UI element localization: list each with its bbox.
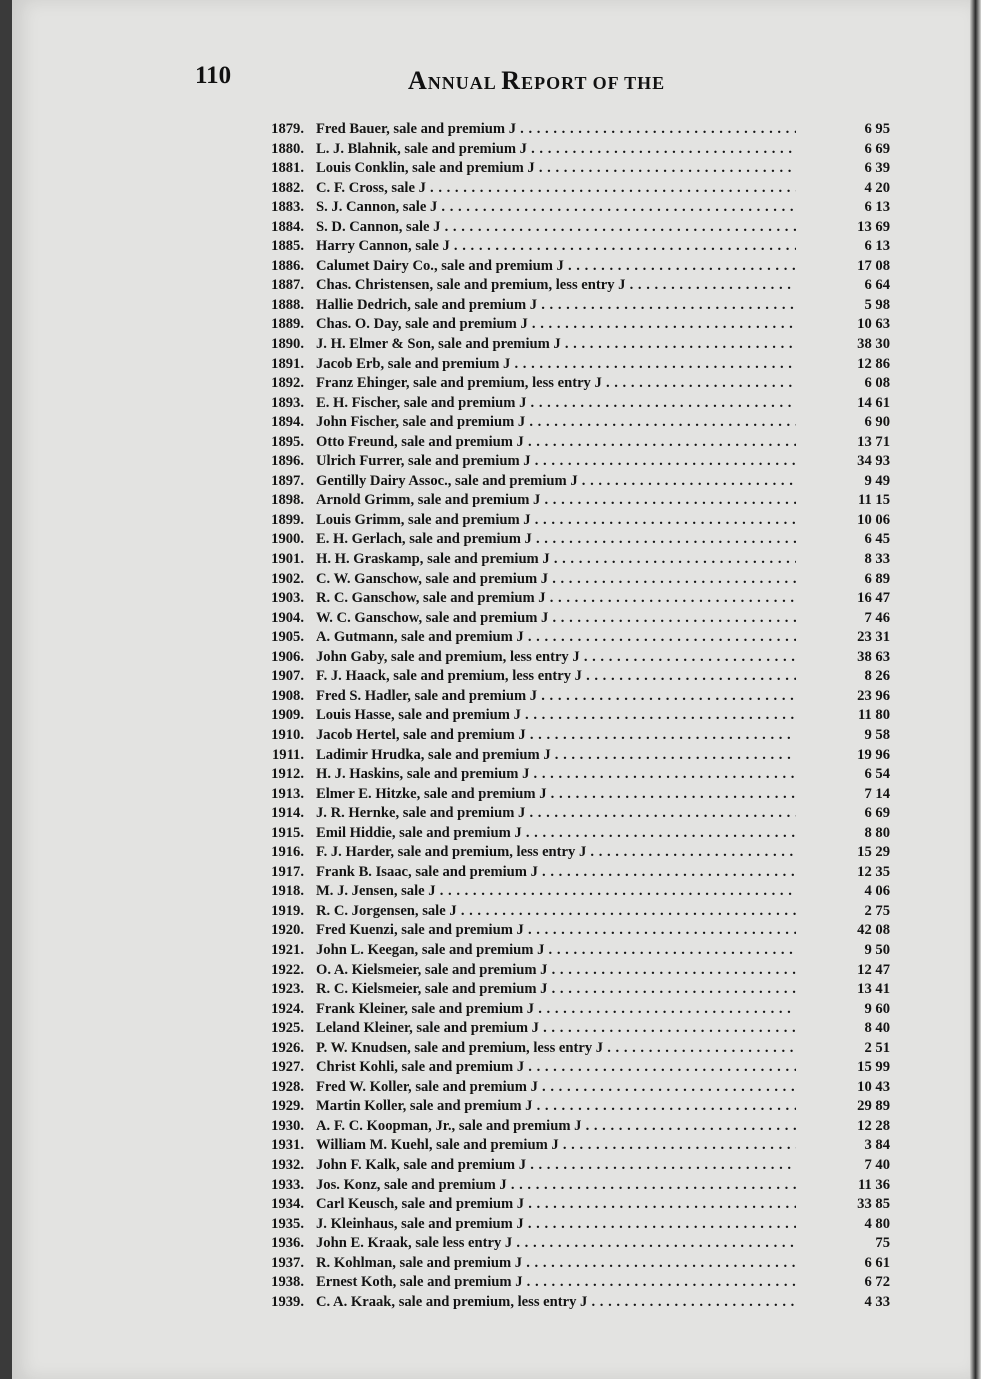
ledger-row xyxy=(244,648,904,668)
entry-amount: 23 31 xyxy=(857,629,890,646)
ledger-row xyxy=(244,980,904,1000)
entry-description: John L. Keegan, sale and premium J . . . xyxy=(316,941,796,961)
entry-number: 1883. xyxy=(271,199,304,216)
running-head-text-b: EPORT OF THE xyxy=(521,73,666,93)
entry-amount: 3 84 xyxy=(864,1137,890,1154)
entry-description: A. Gutmann, sale and premium J . . . xyxy=(316,628,796,648)
entry-description: E. H. Fischer, sale and premium J . . . xyxy=(316,394,796,414)
entry-description: John E. Kraak, sale less entry J . . . xyxy=(316,1234,796,1254)
entry-amount: 9 60 xyxy=(864,1000,890,1017)
entry-amount: 23 96 xyxy=(857,687,890,704)
ledger-row xyxy=(244,550,904,570)
entry-number: 1907. xyxy=(271,668,304,685)
ledger-row xyxy=(244,1019,904,1039)
entry-amount: 4 06 xyxy=(864,883,890,900)
ledger-row xyxy=(244,804,904,824)
entry-number: 1930. xyxy=(271,1117,304,1134)
entry-amount: 8 26 xyxy=(864,668,890,685)
entry-amount: 10 06 xyxy=(857,511,890,528)
ledger-row xyxy=(244,218,904,238)
entry-number: 1931. xyxy=(271,1137,304,1154)
entry-amount: 6 72 xyxy=(864,1274,890,1291)
ledger-row xyxy=(244,1058,904,1078)
entry-number: 1938. xyxy=(271,1274,304,1291)
entry-description: Calumet Dairy Co., sale and premium J . . . xyxy=(316,257,796,277)
entry-description: H. J. Haskins, sale and premium J . . . xyxy=(316,765,796,785)
entry-number: 1906. xyxy=(271,648,304,665)
ledger-row xyxy=(244,1078,904,1098)
ledger-row xyxy=(244,296,904,316)
ledger-row xyxy=(244,706,904,726)
entry-amount: 10 43 xyxy=(857,1078,890,1095)
entry-number: 1882. xyxy=(271,179,304,196)
entry-amount: 6 89 xyxy=(864,570,890,587)
entry-amount: 10 63 xyxy=(857,316,890,333)
entry-description: Jacob Erb, sale and premium J . . . xyxy=(316,355,796,375)
entry-description: H. H. Graskamp, sale and premium J . . . xyxy=(316,550,796,570)
entry-number: 1898. xyxy=(271,492,304,509)
ledger-row xyxy=(244,570,904,590)
entry-amount: 7 46 xyxy=(864,609,890,626)
entry-description: Chas. Christensen, sale and premium, less entry J . . . xyxy=(316,276,796,296)
ledger-row xyxy=(244,941,904,961)
entry-description: Franz Ehinger, sale and premium, less entry J . . . xyxy=(316,374,796,394)
entry-number: 1924. xyxy=(271,1000,304,1017)
entry-description: Arnold Grimm, sale and premium J . . . xyxy=(316,491,796,511)
entry-number: 1913. xyxy=(271,785,304,802)
ledger-row xyxy=(244,491,904,511)
running-head-initial-r: R xyxy=(501,66,522,95)
entry-description: O. A. Kielsmeier, sale and premium J . . . xyxy=(316,961,796,981)
ledger-row xyxy=(244,1039,904,1059)
entry-description: Jacob Hertel, sale and premium J . . . xyxy=(316,726,796,746)
entry-amount: 6 54 xyxy=(864,766,890,783)
ledger-row xyxy=(244,609,904,629)
entry-description: J. H. Elmer & Son, sale and premium J . . . xyxy=(316,335,796,355)
running-head-text-a: NNUAL xyxy=(427,73,502,93)
entry-amount: 6 61 xyxy=(864,1254,890,1271)
ledger-list xyxy=(244,120,904,1312)
running-head-initial-a: A xyxy=(408,66,428,95)
entry-amount: 6 64 xyxy=(864,277,890,294)
ledger-row xyxy=(244,961,904,981)
entry-number: 1900. xyxy=(271,531,304,548)
ledger-row xyxy=(244,882,904,902)
ledger-row xyxy=(244,120,904,140)
entry-description: Frank B. Isaac, sale and premium J . . . xyxy=(316,863,796,883)
ledger-row xyxy=(244,1293,904,1313)
ledger-row xyxy=(244,257,904,277)
entry-number: 1916. xyxy=(271,844,304,861)
entry-number: 1933. xyxy=(271,1176,304,1193)
entry-description: John F. Kalk, sale and premium J . . . xyxy=(316,1156,796,1176)
entry-amount: 7 14 xyxy=(864,785,890,802)
entry-description: C. A. Kraak, sale and premium, less entry J . . . xyxy=(316,1293,796,1313)
entry-amount: 4 80 xyxy=(864,1215,890,1232)
entry-number: 1937. xyxy=(271,1254,304,1271)
ledger-row xyxy=(244,159,904,179)
ledger-row xyxy=(244,902,904,922)
entry-description: P. W. Knudsen, sale and premium, less entry J . . . xyxy=(316,1039,796,1059)
ledger-row xyxy=(244,785,904,805)
entry-description: Louis Grimm, sale and premium J . . . xyxy=(316,511,796,531)
entry-number: 1899. xyxy=(271,511,304,528)
entry-description: William M. Kuehl, sale and premium J . . . xyxy=(316,1136,796,1156)
ledger-row xyxy=(244,433,904,453)
ledger-row xyxy=(244,628,904,648)
ledger-row xyxy=(244,589,904,609)
ledger-row xyxy=(244,413,904,433)
entry-number: 1884. xyxy=(271,218,304,235)
entry-description: John Gaby, sale and premium, less entry J . . . xyxy=(316,648,796,668)
entry-number: 1936. xyxy=(271,1235,304,1252)
entry-number: 1934. xyxy=(271,1196,304,1213)
entry-amount: 38 30 xyxy=(857,336,890,353)
entry-description: W. C. Ganschow, sale and premium J . . . xyxy=(316,609,796,629)
entry-amount: 38 63 xyxy=(857,648,890,665)
entry-amount: 75 xyxy=(875,1235,890,1252)
ledger-row xyxy=(244,1000,904,1020)
entry-amount: 4 20 xyxy=(864,179,890,196)
entry-amount: 15 29 xyxy=(857,844,890,861)
entry-amount: 33 85 xyxy=(857,1196,890,1213)
entry-number: 1920. xyxy=(271,922,304,939)
ledger-row xyxy=(244,765,904,785)
entry-number: 1888. xyxy=(271,296,304,313)
entry-description: Ernest Koth, sale and premium J . . . xyxy=(316,1273,796,1293)
entry-amount: 16 47 xyxy=(857,590,890,607)
entry-amount: 6 95 xyxy=(864,121,890,137)
entry-amount: 4 33 xyxy=(864,1293,890,1310)
entry-number: 1893. xyxy=(271,394,304,411)
entry-description: Fred W. Koller, sale and premium J . . . xyxy=(316,1078,796,1098)
entry-number: 1880. xyxy=(271,140,304,157)
entry-number: 1908. xyxy=(271,687,304,704)
entry-amount: 2 51 xyxy=(864,1039,890,1056)
entry-amount: 17 08 xyxy=(857,257,890,274)
ledger-row xyxy=(244,237,904,257)
entry-number: 1911. xyxy=(271,746,304,763)
entry-amount: 6 69 xyxy=(864,805,890,822)
ledger-row xyxy=(244,1117,904,1137)
entry-number: 1891. xyxy=(271,355,304,372)
page-edge xyxy=(970,0,981,1379)
ledger-row xyxy=(244,452,904,472)
entry-number: 1925. xyxy=(271,1020,304,1037)
entry-number: 1918. xyxy=(271,883,304,900)
entry-number: 1914. xyxy=(271,805,304,822)
entry-description: Elmer E. Hitzke, sale and premium J . . . xyxy=(316,785,796,805)
entry-amount: 29 89 xyxy=(857,1098,890,1115)
ledger-row xyxy=(244,1097,904,1117)
entry-number: 1915. xyxy=(271,824,304,841)
entry-amount: 11 36 xyxy=(857,1176,890,1193)
entry-number: 1919. xyxy=(271,902,304,919)
entry-description: Fred S. Hadler, sale and premium J . . . xyxy=(316,687,796,707)
entry-amount: 6 69 xyxy=(864,140,890,157)
entry-description: Harry Cannon, sale J . . . xyxy=(316,237,796,257)
entry-number: 1895. xyxy=(271,433,304,450)
entry-description: S. J. Cannon, sale J . . . xyxy=(316,198,796,218)
entry-description: Emil Hiddie, sale and premium J . . . xyxy=(316,824,796,844)
entry-description: R. C. Ganschow, sale and premium J . . . xyxy=(316,589,796,609)
ledger-row xyxy=(244,1273,904,1293)
ledger-row xyxy=(244,530,904,550)
entry-amount: 8 80 xyxy=(864,824,890,841)
ledger-row xyxy=(244,198,904,218)
entry-number: 1922. xyxy=(271,961,304,978)
entry-amount: 34 93 xyxy=(857,453,890,470)
ledger-row xyxy=(244,1156,904,1176)
entry-description: Carl Keusch, sale and premium J . . . xyxy=(316,1195,796,1215)
entry-amount: 19 96 xyxy=(857,746,890,763)
entry-number: 1886. xyxy=(271,257,304,274)
entry-description: M. J. Jensen, sale J . . . xyxy=(316,882,796,902)
entry-description: F. J. Haack, sale and premium, less entry J . . . xyxy=(316,667,796,687)
entry-number: 1892. xyxy=(271,375,304,392)
entry-amount: 8 40 xyxy=(864,1020,890,1037)
entry-amount: 6 90 xyxy=(864,414,890,431)
entry-description: Frank Kleiner, sale and premium J . . . xyxy=(316,1000,796,1020)
entry-description: John Fischer, sale and premium J . . . xyxy=(316,413,796,433)
entry-amount: 6 13 xyxy=(864,199,890,216)
entry-amount: 9 49 xyxy=(864,472,890,489)
ledger-row xyxy=(244,472,904,492)
ledger-row xyxy=(244,511,904,531)
entry-description: Fred Kuenzi, sale and premium J . . . xyxy=(316,921,796,941)
ledger-row xyxy=(244,179,904,199)
entry-number: 1905. xyxy=(271,629,304,646)
entry-number: 1889. xyxy=(271,316,304,333)
ledger-row xyxy=(244,687,904,707)
entry-description: Louis Conklin, sale and premium J . . . xyxy=(316,159,796,179)
entry-number: 1909. xyxy=(271,707,304,724)
entry-description: Christ Kohli, sale and premium J . . . xyxy=(316,1058,796,1078)
entry-description: Leland Kleiner, sale and premium J . . . xyxy=(316,1019,796,1039)
entry-amount: 12 35 xyxy=(857,863,890,880)
entry-number: 1890. xyxy=(271,336,304,353)
ledger-row xyxy=(244,1234,904,1254)
entry-description: Fred Bauer, sale and premium J . . . xyxy=(316,120,796,140)
entry-number: 1912. xyxy=(271,766,304,783)
ledger-row xyxy=(244,355,904,375)
entry-number: 1894. xyxy=(271,414,304,431)
entry-amount: 13 71 xyxy=(857,433,890,450)
entry-description: Chas. O. Day, sale and premium J . . . xyxy=(316,315,796,335)
document-page xyxy=(12,0,970,1379)
entry-number: 1881. xyxy=(271,160,304,177)
entry-description: S. D. Cannon, sale J . . . xyxy=(316,218,796,238)
entry-description: C. F. Cross, sale J . . . xyxy=(316,179,796,199)
ledger-row xyxy=(244,1254,904,1274)
entry-description: C. W. Ganschow, sale and premium J . . . xyxy=(316,570,796,590)
entry-number: 1904. xyxy=(271,609,304,626)
entry-amount: 11 15 xyxy=(857,492,890,509)
entry-number: 1923. xyxy=(271,981,304,998)
entry-description: L. J. Blahnik, sale and premium J . . . xyxy=(316,140,796,160)
page-number: 110 xyxy=(195,62,232,89)
entry-description: Gentilly Dairy Assoc., sale and premium J . . . xyxy=(316,472,796,492)
entry-amount: 6 13 xyxy=(864,238,890,255)
entry-description: E. H. Gerlach, sale and premium J . . . xyxy=(316,530,796,550)
entry-number: 1885. xyxy=(271,238,304,255)
entry-amount: 8 33 xyxy=(864,551,890,568)
entry-number: 1929. xyxy=(271,1098,304,1115)
ledger-row xyxy=(244,374,904,394)
entry-description: J. Kleinhaus, sale and premium J . . . xyxy=(316,1215,796,1235)
entry-number: 1897. xyxy=(271,472,304,489)
entry-amount: 7 40 xyxy=(864,1156,890,1173)
entry-amount: 5 98 xyxy=(864,296,890,313)
entry-amount: 14 61 xyxy=(857,394,890,411)
ledger-row xyxy=(244,140,904,160)
entry-number: 1921. xyxy=(271,941,304,958)
entry-description: Jos. Konz, sale and premium J . . . xyxy=(316,1176,796,1196)
entry-amount: 15 99 xyxy=(857,1059,890,1076)
entry-description: A. F. C. Koopman, Jr., sale and premium J . . . xyxy=(316,1117,796,1137)
entry-amount: 13 41 xyxy=(857,981,890,998)
entry-number: 1896. xyxy=(271,453,304,470)
entry-number: 1939. xyxy=(271,1293,304,1310)
entry-number: 1910. xyxy=(271,726,304,743)
ledger-row xyxy=(244,276,904,296)
entry-number: 1901. xyxy=(271,551,304,568)
entry-amount: 6 08 xyxy=(864,375,890,392)
entry-number: 1932. xyxy=(271,1156,304,1173)
ledger-row xyxy=(244,843,904,863)
entry-description: J. R. Hernke, sale and premium J . . . xyxy=(316,804,796,824)
entry-amount: 9 50 xyxy=(864,941,890,958)
entry-number: 1935. xyxy=(271,1215,304,1232)
ledger-row xyxy=(244,863,904,883)
entry-amount: 12 28 xyxy=(857,1117,890,1134)
ledger-row xyxy=(244,824,904,844)
entry-number: 1926. xyxy=(271,1039,304,1056)
entry-amount: 2 75 xyxy=(864,902,890,919)
ledger-row xyxy=(244,1136,904,1156)
entry-amount: 9 58 xyxy=(864,726,890,743)
entry-amount: 12 47 xyxy=(857,961,890,978)
entry-description: Louis Hasse, sale and premium J . . . xyxy=(316,706,796,726)
entry-description: Martin Koller, sale and premium J . . . xyxy=(316,1097,796,1117)
entry-description: Ladimir Hrudka, sale and premium J . . . xyxy=(316,746,796,766)
entry-number: 1902. xyxy=(271,570,304,587)
entry-description: Otto Freund, sale and premium J . . . xyxy=(316,433,796,453)
entry-number: 1928. xyxy=(271,1078,304,1095)
entry-description: Hallie Dedrich, sale and premium J . . . xyxy=(316,296,796,316)
entry-amount: 11 80 xyxy=(857,707,890,724)
ledger-row xyxy=(244,1176,904,1196)
entry-amount: 13 69 xyxy=(857,218,890,235)
ledger-row xyxy=(244,746,904,766)
running-head xyxy=(408,66,665,96)
entry-amount: 12 86 xyxy=(857,355,890,372)
entry-number: 1927. xyxy=(271,1059,304,1076)
ledger-row xyxy=(244,667,904,687)
entry-description: R. C. Jorgensen, sale J . . . xyxy=(316,902,796,922)
entry-number: 1903. xyxy=(271,590,304,607)
ledger-row xyxy=(244,335,904,355)
entry-description: R. Kohlman, sale and premium J . . . xyxy=(316,1254,796,1274)
ledger-row xyxy=(244,315,904,335)
entry-description: Ulrich Furrer, sale and premium J . . . xyxy=(316,452,796,472)
ledger-row xyxy=(244,1215,904,1235)
ledger-row xyxy=(244,1195,904,1215)
entry-description: R. C. Kielsmeier, sale and premium J . . . xyxy=(316,980,796,1000)
entry-amount: 42 08 xyxy=(857,922,890,939)
entry-number: 1917. xyxy=(271,863,304,880)
entry-number: 1887. xyxy=(271,277,304,294)
ledger-row xyxy=(244,921,904,941)
ledger-row xyxy=(244,726,904,746)
entry-amount: 6 45 xyxy=(864,531,890,548)
entry-amount: 6 39 xyxy=(864,160,890,177)
entry-number: 1879. xyxy=(271,121,304,137)
entry-description: F. J. Harder, sale and premium, less entry J . . . xyxy=(316,843,796,863)
ledger-row xyxy=(244,394,904,414)
